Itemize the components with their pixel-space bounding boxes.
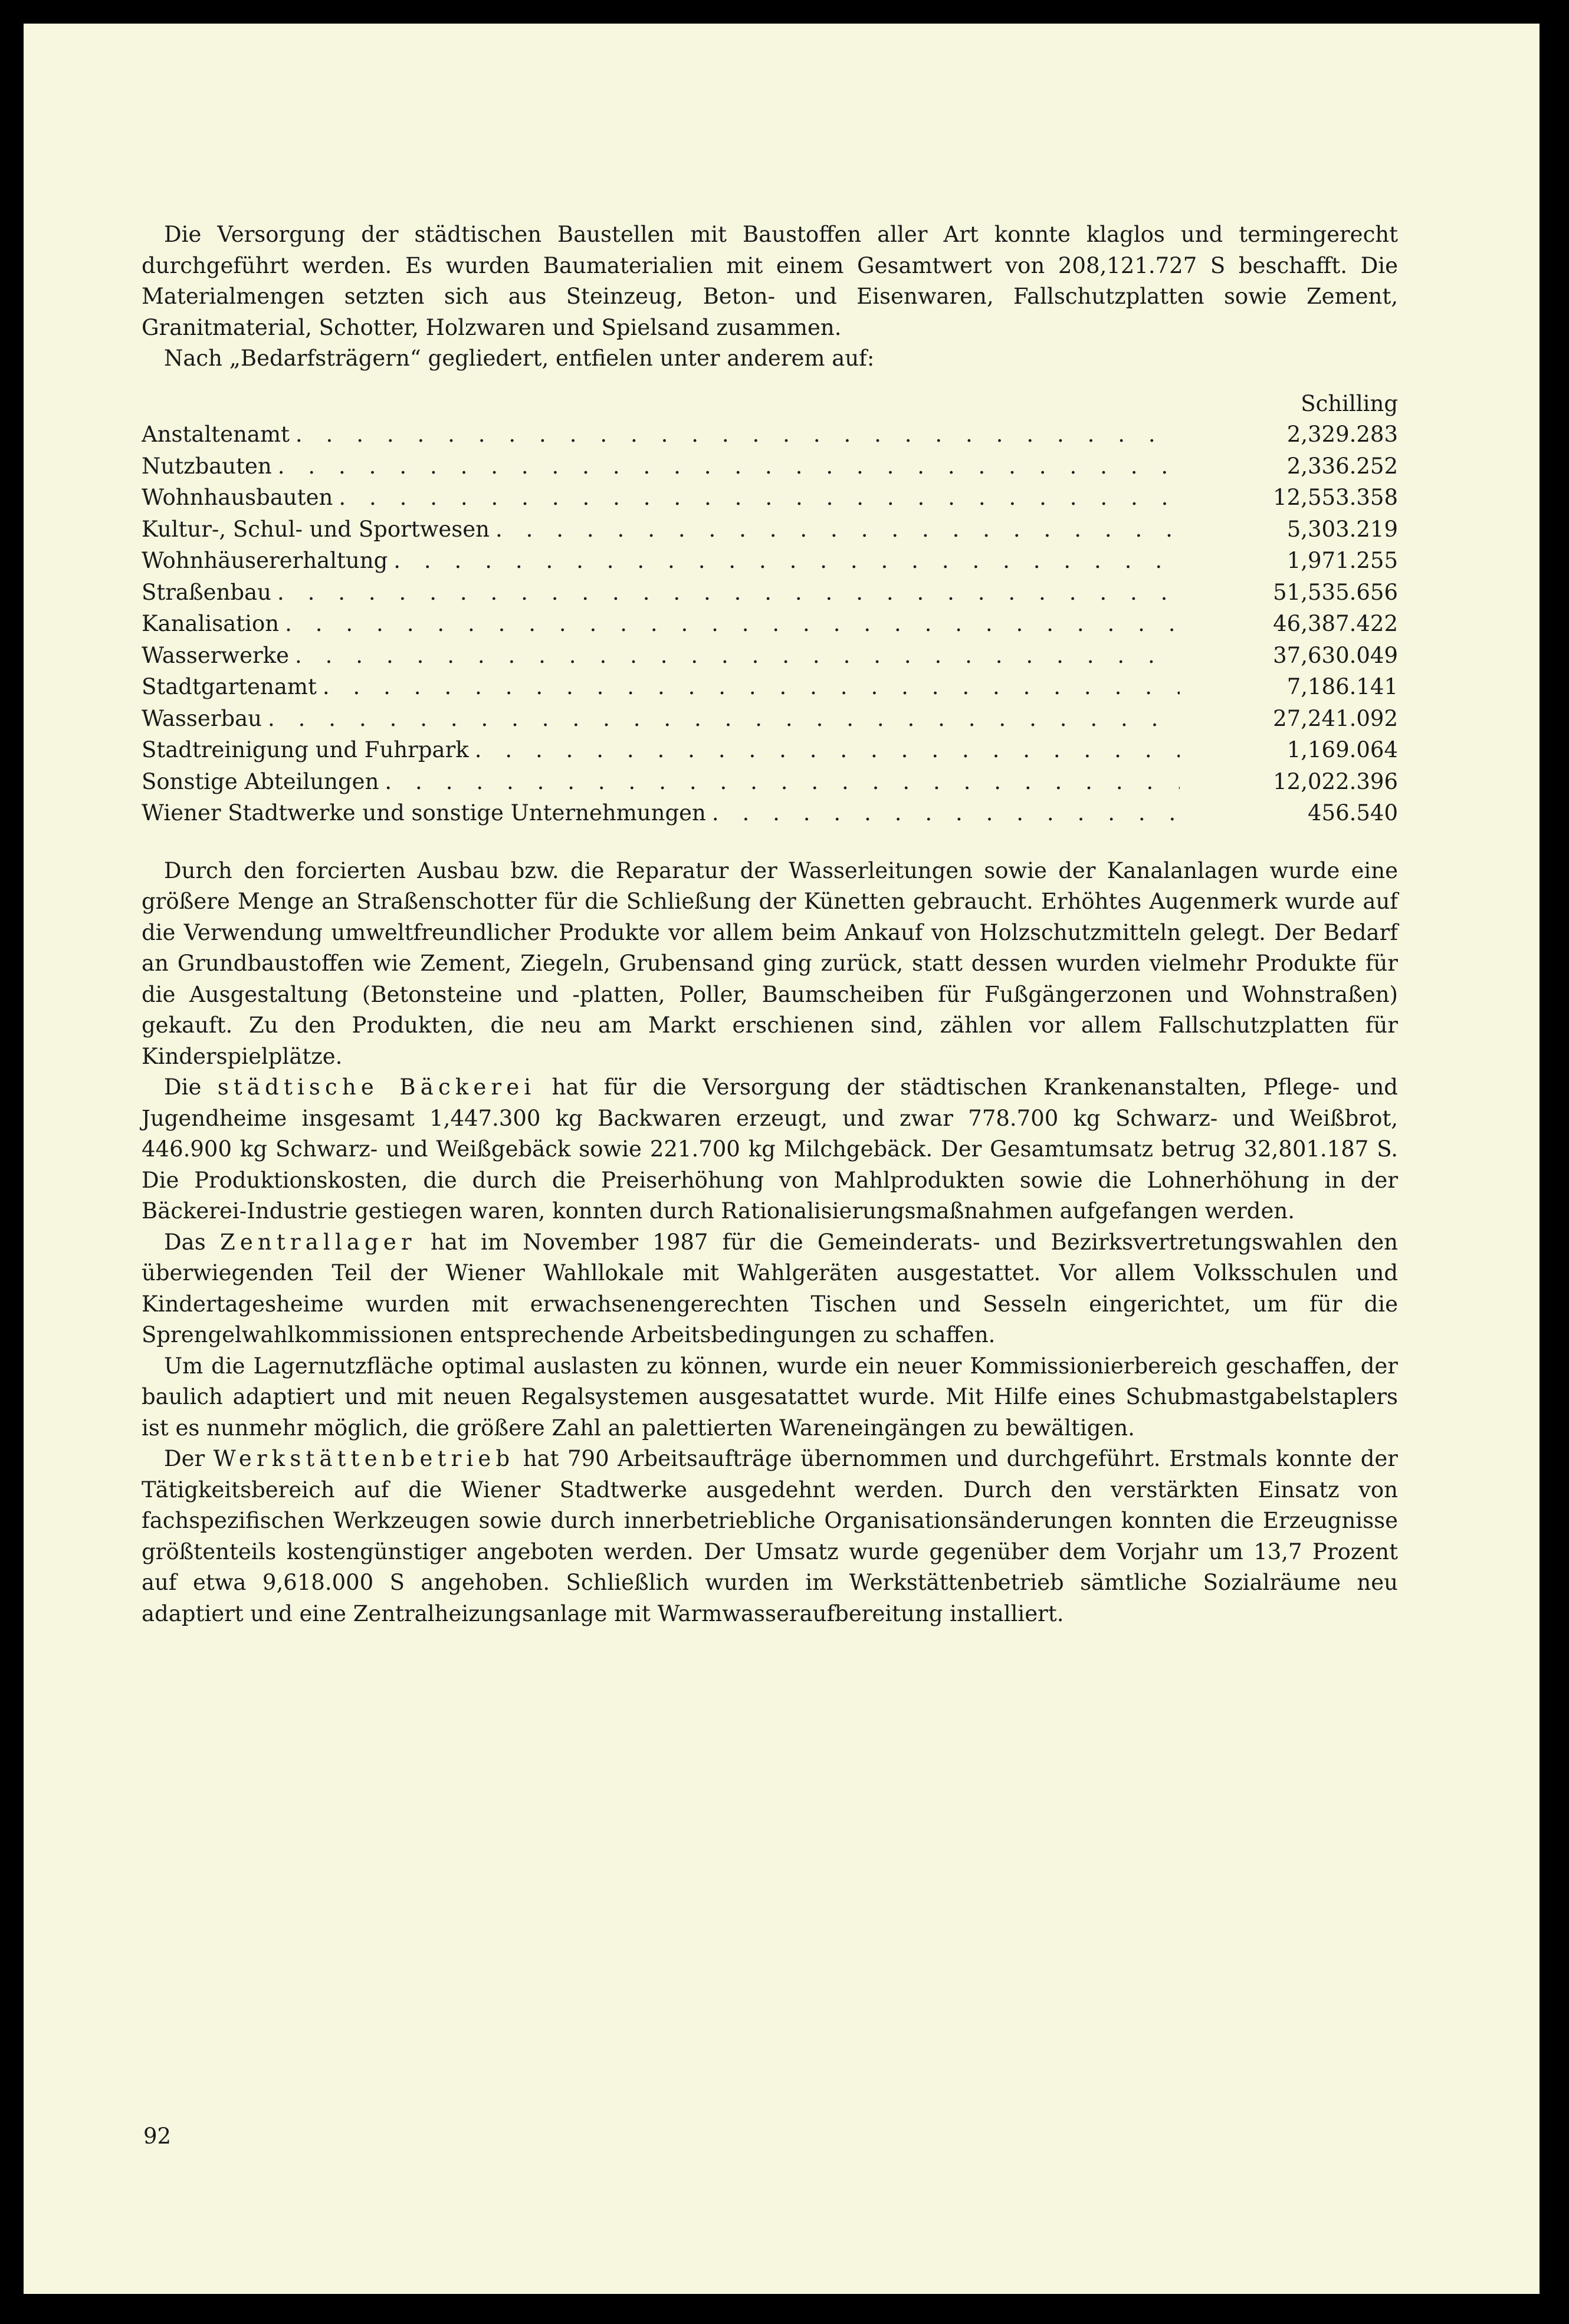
row-amount: 12,022.396 (1273, 768, 1398, 794)
row-label: Sonstige Abteilungen (142, 768, 379, 794)
row-label: Wohnhäusererhaltung (142, 548, 388, 573)
cost-table (142, 389, 1398, 830)
dot-leader (475, 735, 1180, 766)
table-row (142, 672, 1398, 704)
table-row (142, 704, 1398, 735)
row-amount: 7,186.141 (1286, 674, 1398, 699)
column-header-schilling: Schilling (1301, 390, 1398, 416)
row-label: Wasserwerke (142, 642, 290, 668)
page (24, 24, 1540, 2294)
warehouse-text: hat im November 1987 für die Gemeinderats- und Bezirksvertretungswahlen den überwiegenden Teil der Wiener Wahllokale mit Wahlgeräten ausgestattet. Vor allem Volksschulen und Kindertagesheime wurden mit erwachsenengerechten Tischen und Sesseln eingerichtet, um für die Sprengelwahlkommissionen entsprechende Arbeitsbedingungen zu schaffen. (142, 1229, 1399, 1347)
row-label: Wiener Stadtwerke und sonstige Unternehmungen (142, 800, 706, 826)
dot-leader (278, 451, 1180, 482)
table-row (142, 451, 1398, 483)
row-amount: 2,329.283 (1286, 422, 1398, 447)
dot-leader (712, 798, 1180, 829)
dot-leader (285, 609, 1180, 640)
table-row (142, 577, 1398, 609)
term-zentrallager: Zentrallager (220, 1229, 416, 1255)
row-amount: 46,387.422 (1273, 611, 1398, 636)
warehouse-prefix: Das (164, 1229, 206, 1255)
table-row (142, 798, 1398, 830)
table-row (142, 482, 1398, 514)
dot-leader (296, 419, 1180, 451)
paragraph-intro-materials: Die Versorgung der städtischen Baustellen mit Baustoffen aller Art konnte klaglos und termingerecht durchgeführt werden. Es wurden Baumaterialien mit einem Gesamtwert von 208,121.727 S beschafft. Die Materialmengen setzten sich aus Steinzeug, Beton- und Eisenwaren, Fallschutzplatten sowie Zement, Granitmaterial, Schotter, Holzwaren und Spielsand zusammen. (142, 222, 1398, 340)
row-label: Stadtgartenamt (142, 674, 317, 699)
row-amount: 37,630.049 (1273, 642, 1398, 668)
row-amount: 456.540 (1307, 800, 1398, 826)
row-label: Kanalisation (142, 611, 280, 636)
row-amount: 27,241.092 (1273, 705, 1398, 731)
dot-leader (323, 672, 1180, 703)
row-label: Straßenbau (142, 579, 271, 605)
bakery-prefix: Die (164, 1074, 202, 1100)
dot-leader (277, 577, 1180, 609)
page-number: 92 (143, 2124, 172, 2149)
paragraph-central-warehouse (142, 1227, 1398, 1351)
dot-leader (268, 704, 1180, 735)
row-amount: 51,535.656 (1273, 579, 1398, 605)
row-label: Kultur-, Schul- und Sportwesen (142, 516, 490, 542)
bakery-text: hat für die Versorgung der städtischen Krankenanstalten, Pflege- und Jugendheime insgesamt 1,447.300 kg Backwaren erzeugt, und zwar 778.700 kg Schwarz- und Weißbrot, 446.900 kg Schwarz- und Weißgebäck sowie 221.700 kg Milchgebäck. Der Gesamtumsatz betrug 32,801.187 S. Die Produktionskosten, die durch die Preiserhöhung von Mahlprodukten sowie die Lohnerhöhung in der Bäckerei-Industrie gestiegen waren, konnten durch Rationalisierungsmaßnahmen aufgefangen werden. (142, 1074, 1398, 1224)
table-row (142, 545, 1398, 577)
paragraph-intro-breakdown: Nach „Bedarfsträgern“ gegliedert, entfielen unter anderem auf: (164, 346, 875, 371)
row-amount: 1,971.255 (1286, 548, 1398, 573)
table-row (142, 735, 1398, 767)
row-amount: 2,336.252 (1286, 453, 1398, 479)
paragraph-road-gravel: Durch den forcierten Ausbau bzw. die Reparatur der Wasserleitungen sowie der Kanalanlagen wurde eine größere Menge an Straßenschotter für die Schließung der Künetten gebraucht. Erhöhtes Augenmerk wurde auf die Verwendung umweltfreundlicher Produkte vor allem beim Ankauf von Holzschutzmitteln gelegt. Der Bedarf an Grundbaustoffen wie Zement, Ziegeln, Grubensand ging zurück, statt dessen wurden vielmehr Produkte für die Ausgestaltung (Betonsteine und -platten, Poller, Baumscheiben für Fußgängerzonen und Wohnstraßen) gekauft. Zu den Produkten, die neu am Markt erschienen sind, zählen vor allem Fallschutzplatten für Kinderspielplätze. (142, 857, 1398, 1069)
table-row (142, 419, 1398, 451)
row-label: Wohnhausbauten (142, 485, 333, 510)
paragraph-storage-area: Um die Lagernutzfläche optimal auslasten zu können, wurde ein neuer Kommissionierbereich geschaffen, der baulich adaptiert und mit neuen Regalsystemen ausgesatattet wurde. Mit Hilfe eines Schubmastgabelstaplers ist es nunmehr möglich, die größere Zahl an palettierten Wareneingängen zu bewältigen. (142, 1353, 1398, 1441)
cost-table-header (142, 389, 1398, 420)
row-label: Anstaltenamt (142, 422, 290, 447)
workshops-prefix: Der (164, 1446, 205, 1471)
page-content (142, 219, 1398, 1629)
row-label: Wasserbau (142, 705, 262, 731)
row-amount: 1,169.064 (1286, 737, 1398, 762)
row-amount: 12,553.358 (1273, 485, 1398, 510)
term-staedtische-baeckerei: städtische Bäckerei (217, 1074, 536, 1100)
row-amount: 5,303.219 (1286, 516, 1398, 542)
dot-leader (495, 514, 1180, 545)
table-row (142, 640, 1398, 672)
workshops-text: hat 790 Arbeitsaufträge übernommen und durchgeführt. Erstmals konnte der Tätigkeitsbereich auf die Wiener Stadtwerke ausgedehnt werden. Durch den verstärkten Einsatz von fachspezifischen Werkzeugen sowie durch innerbetriebliche Organisationsänderungen konnten die Erzeugnisse größtenteils kostengünstiger angeboten werden. Der Umsatz wurde gegenüber dem Vorjahr um 13,7 Prozent auf etwa 9,618.000 S angehoben. Schließlich wurden im Werkstättenbetrieb sämtliche Sozialräume neu adaptiert und eine Zentralheizungsanlage mit Warmwasseraufbereitung installiert. (142, 1446, 1398, 1626)
row-label: Nutzbauten (142, 453, 272, 479)
table-row (142, 767, 1398, 798)
table-row (142, 609, 1398, 640)
row-label: Stadtreinigung und Fuhrpark (142, 737, 469, 762)
table-row (142, 514, 1398, 546)
dot-leader (393, 545, 1180, 577)
paragraph-workshops (142, 1444, 1398, 1629)
dot-leader (385, 767, 1180, 798)
dot-leader (295, 640, 1180, 672)
dot-leader (339, 482, 1180, 514)
term-werkstaettenbetrieb: Werkstättenbetrieb (213, 1446, 515, 1471)
paragraph-bakery (142, 1072, 1398, 1227)
